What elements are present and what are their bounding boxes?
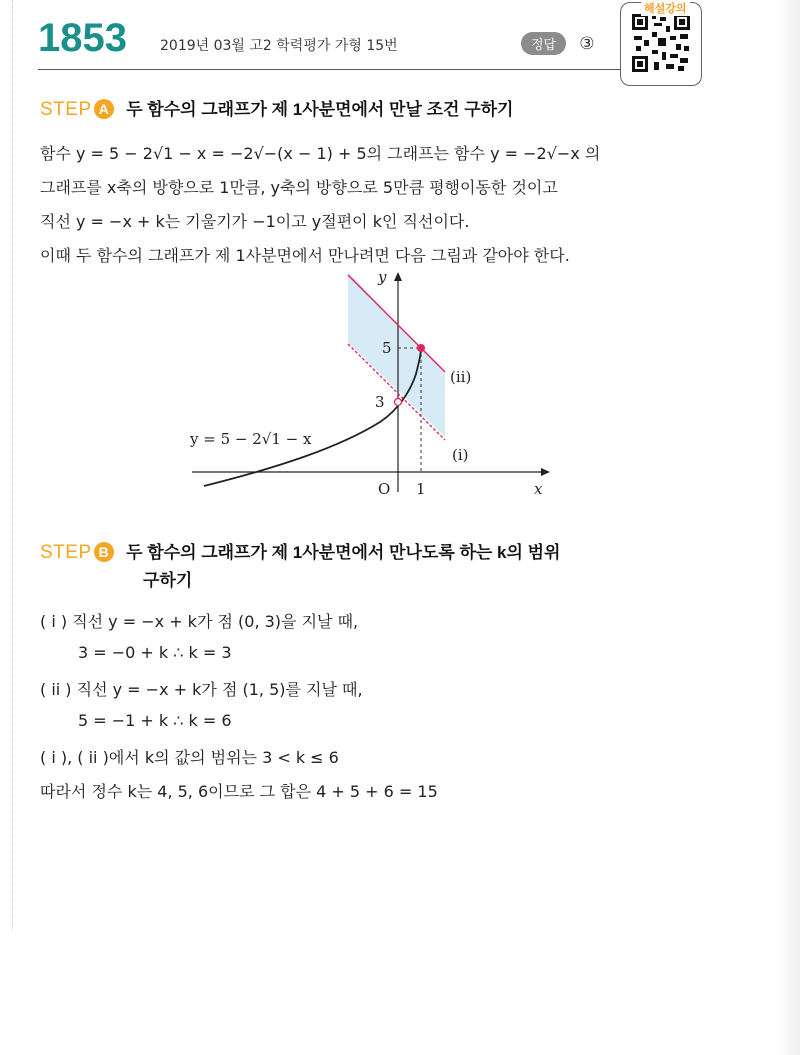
answer-value: ③	[579, 33, 595, 54]
page-edge-dotted-line	[12, 0, 13, 930]
step-b-badge: B	[94, 542, 114, 562]
point-closed-1-5	[417, 344, 425, 352]
header-divider	[38, 69, 620, 70]
page-shadow	[776, 0, 800, 1055]
line-i-label: (i)	[452, 446, 469, 464]
problem-header	[38, 2, 700, 74]
step-a-line-2: 그래프를 x축의 방향으로 1만큼, y축의 방향으로 5만큼 평행이동한 것이고	[40, 178, 558, 197]
function-graph	[170, 262, 560, 502]
step-b-line-1: ( i ) 직선 y = −x + k가 점 (0, 3)을 지날 때,	[40, 612, 359, 631]
line-ii-label: (ii)	[450, 368, 472, 386]
exam-source: 2019년 03월 고2 학력평가 가형 15번	[160, 38, 398, 54]
step-b-line-3: ( ii ) 직선 y = −x + k가 점 (1, 5)를 지날 때,	[40, 680, 363, 699]
origin-label: O	[378, 480, 391, 498]
step-b-line-2: 3 = −0 + k ∴ k = 3	[78, 643, 232, 662]
step-a-line-4: 이때 두 함수의 그래프가 제 1사분면에서 만나려면 다음 그림과 같아야 한다.	[40, 246, 570, 265]
step-b-title-line-1: 두 함수의 그래프가 제 1사분면에서 만나도록 하는 k의 범위	[126, 543, 561, 562]
step-a-badge: A	[94, 99, 114, 119]
point-open-0-3	[395, 399, 402, 406]
step-b-line-4: 5 = −1 + k ∴ k = 6	[78, 711, 232, 730]
step-a-line-1: 함수 y = 5 − 2√1 − x = −2√−(x − 1) + 5의 그래프는 함수 y = −2√−x 의	[40, 144, 601, 163]
y-tick-5-label: 5	[382, 339, 392, 357]
step-a-line-3: 직선 y = −x + k는 기울기가 −1이고 y절편이 k인 직선이다.	[40, 212, 470, 231]
answer-group	[521, 32, 594, 55]
step-b-title-cont	[143, 566, 192, 591]
qr-label: 해설강의	[641, 0, 690, 16]
step-a-heading	[40, 95, 513, 121]
curve-label: y = 5 − 2√1 − x	[190, 430, 312, 448]
x-axis-label: x	[534, 480, 543, 498]
qr-code-icon	[630, 12, 692, 74]
y-tick-3-label: 3	[375, 393, 385, 411]
step-b-title-line-2: 구하기	[143, 571, 193, 590]
x-axis-arrow	[541, 468, 550, 476]
answer-label: 정답	[521, 32, 566, 55]
x-tick-1-label: 1	[416, 480, 426, 498]
y-axis-arrow	[394, 272, 402, 281]
problem-number: 1853	[38, 16, 127, 60]
shaded-region	[348, 272, 445, 437]
y-axis-label: y	[378, 268, 387, 286]
step-b-heading	[40, 538, 560, 564]
step-b-label: STEP	[40, 542, 92, 563]
step-a-title: 두 함수의 그래프가 제 1사분면에서 만날 조건 구하기	[126, 100, 514, 119]
step-b-line-6: 따라서 정수 k는 4, 5, 6이므로 그 합은 4 + 5 + 6 = 15	[40, 782, 438, 801]
step-b-line-5: ( i ), ( ii )에서 k의 값의 범위는 3 < k ≤ 6	[40, 748, 339, 767]
step-a-label: STEP	[40, 99, 92, 120]
